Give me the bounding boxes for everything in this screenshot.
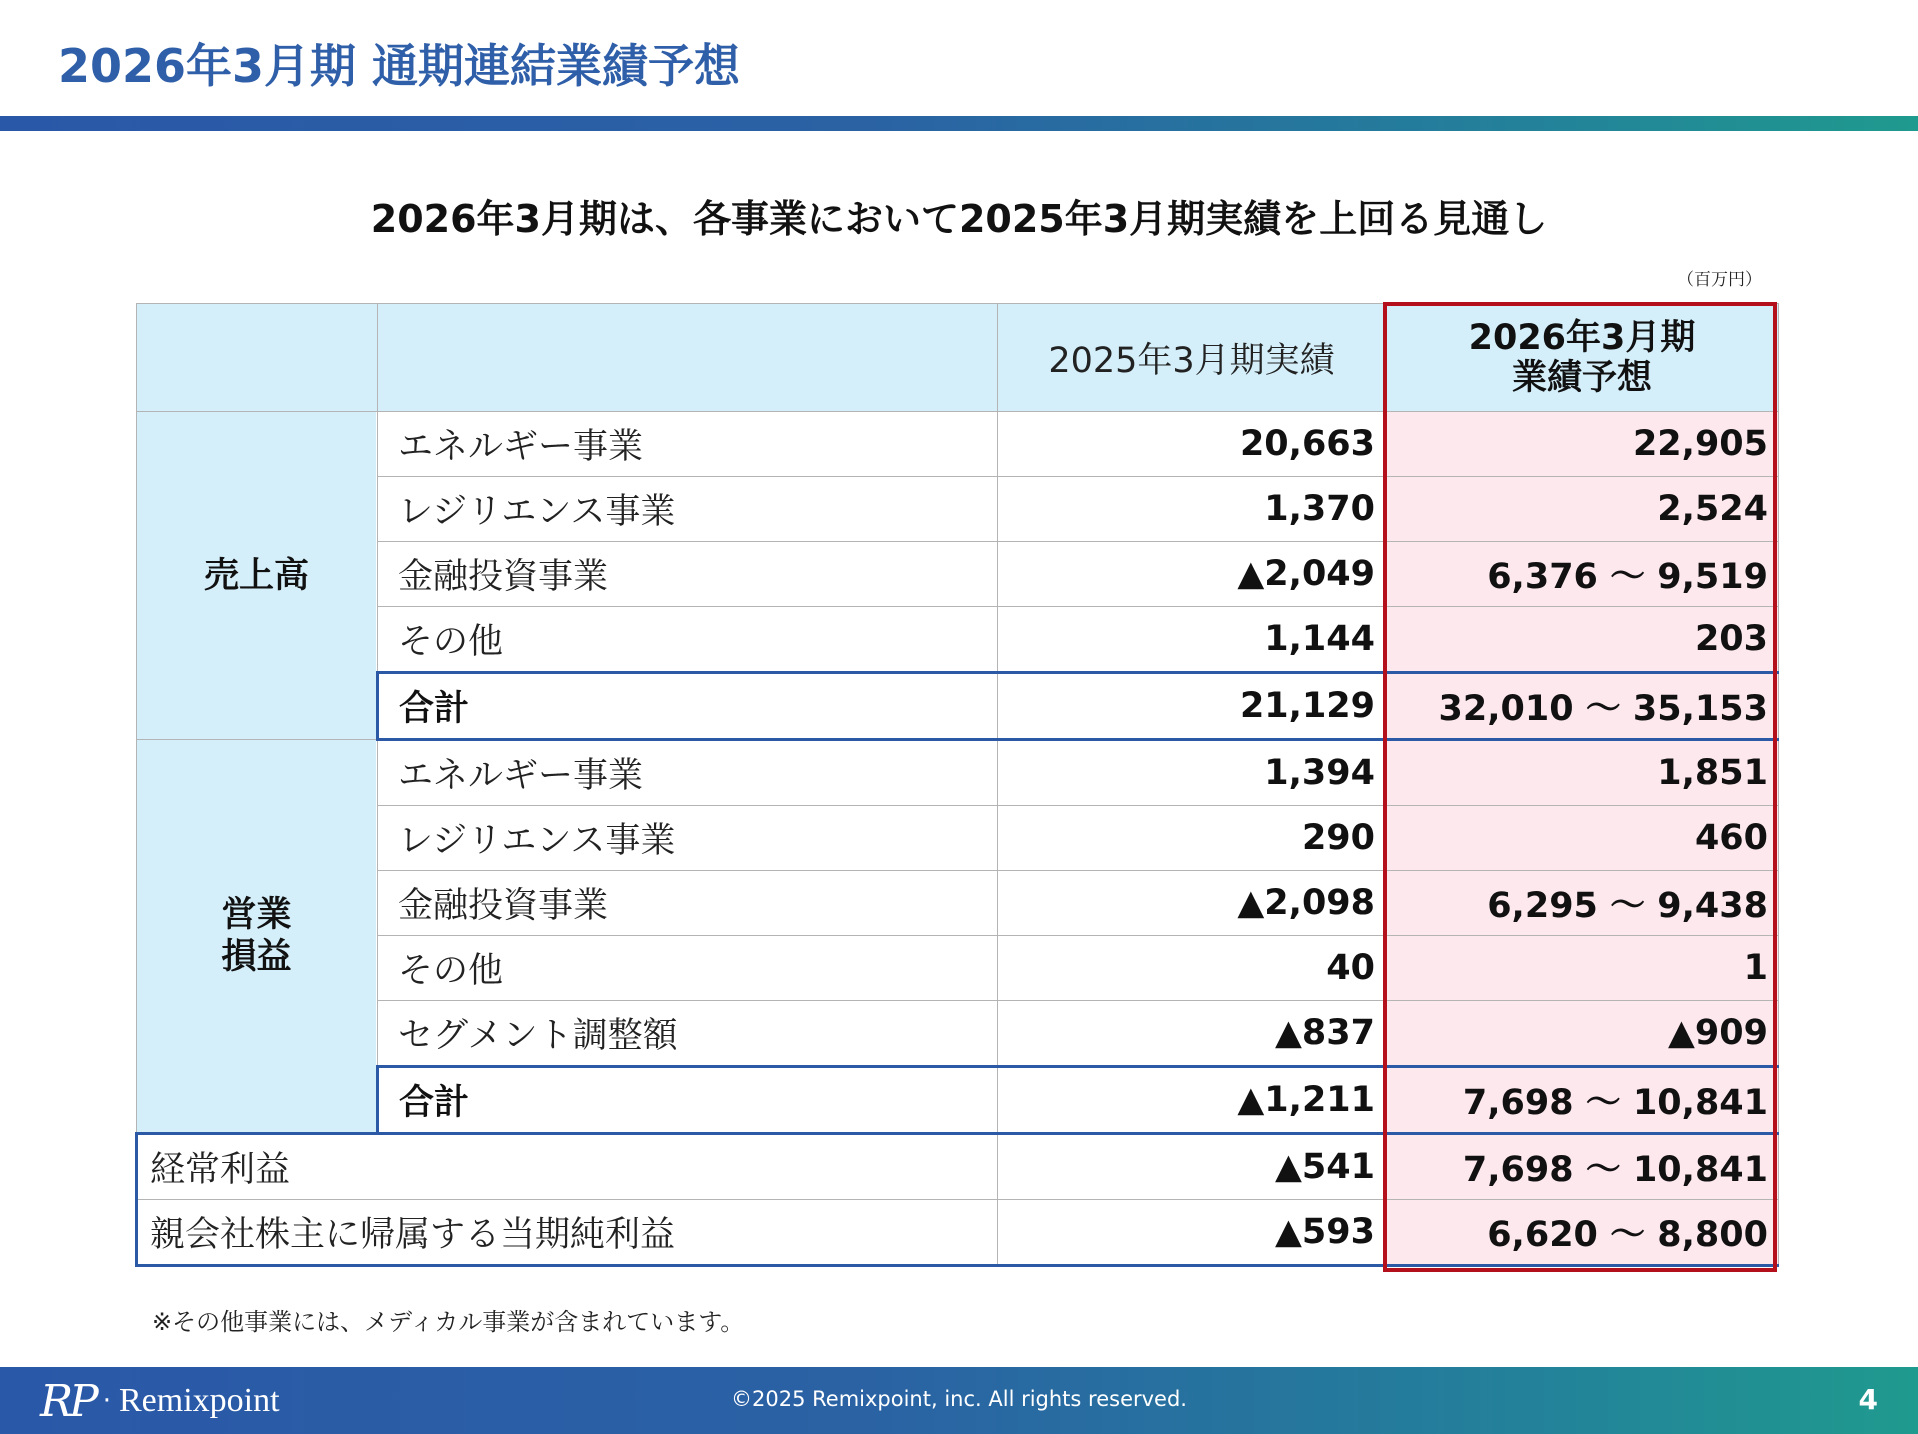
copyright: ©2025 Remixpoint, inc. All rights reserved. xyxy=(731,1387,1187,1411)
actual-value: ▲593 xyxy=(998,1200,1386,1266)
actual-value: 40 xyxy=(998,936,1386,1001)
header-forecast-line1: 2026年3月期 xyxy=(1468,317,1696,358)
table-row xyxy=(137,871,1779,936)
ordinary-profit-label: 経常利益 xyxy=(137,1134,998,1200)
actual-total: 21,129 xyxy=(998,673,1386,740)
logo-text: Remixpoint xyxy=(119,1382,280,1419)
net-income-row xyxy=(137,1200,1779,1266)
row-label: 金融投資事業 xyxy=(378,542,998,607)
actual-value: 20,663 xyxy=(998,412,1386,477)
row-label: レジリエンス事業 xyxy=(378,806,998,871)
unit-label: （百万円） xyxy=(1677,270,1762,290)
table-header-row xyxy=(137,304,1779,412)
header-forecast xyxy=(1386,304,1779,412)
row-label: レジリエンス事業 xyxy=(378,477,998,542)
forecast-table xyxy=(135,303,1779,1267)
row-label: エネルギー事業 xyxy=(378,740,998,806)
table-row xyxy=(137,477,1779,542)
table-row xyxy=(137,806,1779,871)
table-row xyxy=(137,542,1779,607)
total-label: 合計 xyxy=(378,1067,998,1134)
title-underline-bar xyxy=(0,116,1918,131)
group-label-operating xyxy=(137,740,378,1134)
forecast-value: 2,524 xyxy=(1386,477,1779,542)
group-label-sales: 売上高 xyxy=(137,412,378,740)
header-blank-cell xyxy=(378,304,998,412)
logo-mark: RP xyxy=(40,1375,95,1427)
table-row xyxy=(137,607,1779,673)
actual-total: ▲1,211 xyxy=(998,1067,1386,1134)
forecast-value: 203 xyxy=(1386,607,1779,673)
forecast-value: 6,295 ～ 9,438 xyxy=(1386,871,1779,936)
actual-value: 1,370 xyxy=(998,477,1386,542)
group-label-line1: 営業 xyxy=(221,895,292,935)
forecast-value: 6,376 ～ 9,519 xyxy=(1386,542,1779,607)
sales-total-row xyxy=(137,673,1779,740)
actual-value: 290 xyxy=(998,806,1386,871)
forecast-total: 7,698 ～ 10,841 xyxy=(1386,1067,1779,1134)
table-row xyxy=(137,936,1779,1001)
forecast-value: 1,851 xyxy=(1386,740,1779,806)
row-label: 金融投資事業 xyxy=(378,871,998,936)
header-forecast-line2: 業績予想 xyxy=(1511,357,1652,398)
header-blank-cell xyxy=(137,304,378,412)
net-income-label: 親会社株主に帰属する当期純利益 xyxy=(137,1200,998,1266)
total-label: 合計 xyxy=(378,673,998,740)
table-row xyxy=(137,740,1779,806)
page-title: 2026年3月期 通期連結業績予想 xyxy=(58,39,741,93)
actual-value: 1,394 xyxy=(998,740,1386,806)
footnote: ※その他事業には、メディカル事業が含まれています。 xyxy=(152,1308,745,1336)
actual-value: ▲2,049 xyxy=(998,542,1386,607)
actual-value: ▲837 xyxy=(998,1001,1386,1067)
row-label: エネルギー事業 xyxy=(378,412,998,477)
forecast-value: ▲909 xyxy=(1386,1001,1779,1067)
forecast-value: 22,905 xyxy=(1386,412,1779,477)
footer-bar xyxy=(0,1367,1918,1434)
headline-message: 2026年3月期は、各事業において2025年3月期実績を上回る見通し xyxy=(370,197,1548,241)
table-row xyxy=(137,412,1779,477)
operating-total-row xyxy=(137,1067,1779,1134)
forecast-value: 6,620 ～ 8,800 xyxy=(1386,1200,1779,1266)
row-label: その他 xyxy=(378,607,998,673)
forecast-value: 460 xyxy=(1386,806,1779,871)
actual-value: ▲2,098 xyxy=(998,871,1386,936)
ordinary-profit-row xyxy=(137,1134,1779,1200)
forecast-total: 32,010 ～ 35,153 xyxy=(1386,673,1779,740)
forecast-value: 7,698 ～ 10,841 xyxy=(1386,1134,1779,1200)
logo-dot: · xyxy=(102,1386,111,1416)
row-label: その他 xyxy=(378,936,998,1001)
row-label: セグメント調整額 xyxy=(378,1001,998,1067)
forecast-value: 1 xyxy=(1386,936,1779,1001)
header-actual: 2025年3月期実績 xyxy=(998,304,1386,412)
actual-value: 1,144 xyxy=(998,607,1386,673)
table-row xyxy=(137,1001,1779,1067)
actual-value: ▲541 xyxy=(998,1134,1386,1200)
group-label-line2: 損益 xyxy=(221,937,292,977)
page-number: 4 xyxy=(1858,1383,1878,1416)
